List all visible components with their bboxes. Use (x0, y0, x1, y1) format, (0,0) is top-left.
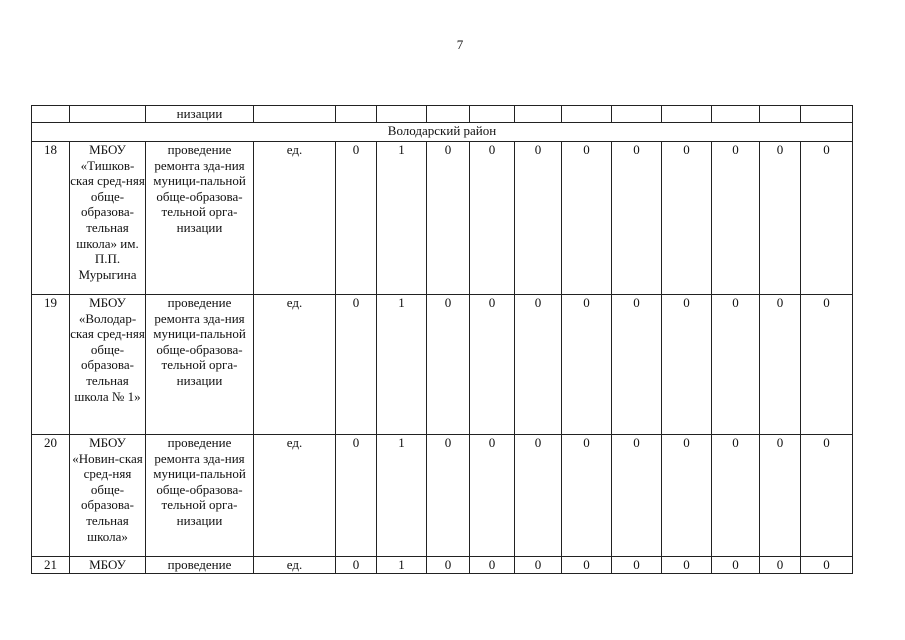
value-cell: 0 (662, 435, 712, 557)
unit-cell: ед. (254, 142, 336, 295)
value-cell: 0 (470, 295, 515, 435)
value-cell: 0 (760, 295, 801, 435)
table-row (32, 142, 853, 295)
value-cell: 0 (562, 435, 612, 557)
value-cell: 0 (427, 295, 470, 435)
value-cell: 0 (515, 557, 562, 574)
row-number: 19 (32, 295, 70, 435)
row-number: 21 (32, 557, 70, 574)
value-cell: 0 (470, 557, 515, 574)
value-cell: 0 (801, 295, 853, 435)
data-table (31, 105, 853, 574)
table-row-continued (32, 106, 853, 123)
value-cell: 0 (336, 435, 377, 557)
value-cell: 0 (801, 435, 853, 557)
value-cell: 0 (336, 142, 377, 295)
value-cell: 0 (801, 142, 853, 295)
value-cell: 1 (377, 295, 427, 435)
value-cell: 0 (515, 435, 562, 557)
activity-description: проведение (146, 557, 254, 574)
value-cell: 0 (662, 142, 712, 295)
value-cell: 1 (377, 557, 427, 574)
value-cell: 0 (760, 435, 801, 557)
activity-description: проведение ремонта зда-ния муници-пальной обще-образова-тельной орга-низации (146, 142, 254, 295)
value-cell: 0 (470, 435, 515, 557)
district-row (32, 123, 853, 142)
table-row (32, 295, 853, 435)
value-cell: 0 (712, 295, 760, 435)
value-cell: 1 (377, 142, 427, 295)
value-cell: 0 (470, 142, 515, 295)
organization-name: МБОУ «Новин-ская сред-няя обще-образова-тельная школа» (70, 435, 146, 557)
organization-name: МБОУ (70, 557, 146, 574)
value-cell: 0 (712, 142, 760, 295)
organization-name: МБОУ «Володар-ская сред-няя обще-образова-тельная школа № 1» (70, 295, 146, 435)
table-row (32, 435, 853, 557)
unit-cell: ед. (254, 557, 336, 574)
value-cell: 0 (612, 557, 662, 574)
value-cell: 0 (562, 295, 612, 435)
activity-description: проведение ремонта зда-ния муници-пальной обще-образова-тельной орга-низации (146, 435, 254, 557)
value-cell: 0 (760, 557, 801, 574)
value-cell: 0 (562, 142, 612, 295)
value-cell: 0 (712, 557, 760, 574)
unit-cell: ед. (254, 435, 336, 557)
page-number: 7 (456, 37, 464, 52)
value-cell: 0 (427, 142, 470, 295)
table-body (32, 106, 853, 574)
value-cell: 0 (612, 435, 662, 557)
value-cell: 1 (377, 435, 427, 557)
value-cell: 0 (712, 435, 760, 557)
value-cell: 0 (801, 557, 853, 574)
value-cell: 0 (427, 557, 470, 574)
value-cell: 0 (662, 557, 712, 574)
value-cell: 0 (515, 142, 562, 295)
value-cell: 0 (336, 295, 377, 435)
value-cell: 0 (760, 142, 801, 295)
unit-cell: ед. (254, 295, 336, 435)
value-cell: 0 (662, 295, 712, 435)
value-cell: 0 (612, 295, 662, 435)
value-cell: 0 (427, 435, 470, 557)
value-cell: 0 (515, 295, 562, 435)
value-cell: 0 (612, 142, 662, 295)
activity-tail: низации (146, 106, 254, 123)
value-cell: 0 (562, 557, 612, 574)
district-name: Володарский район (32, 123, 853, 142)
activity-description: проведение ремонта зда-ния муници-пальной обще-образова-тельной орга-низации (146, 295, 254, 435)
table-row (32, 557, 853, 574)
row-number: 20 (32, 435, 70, 557)
row-number: 18 (32, 142, 70, 295)
organization-name: МБОУ «Тишков-ская сред-няя обще-образова-тельная школа» им. П.П. Мурыгина (70, 142, 146, 295)
value-cell: 0 (336, 557, 377, 574)
